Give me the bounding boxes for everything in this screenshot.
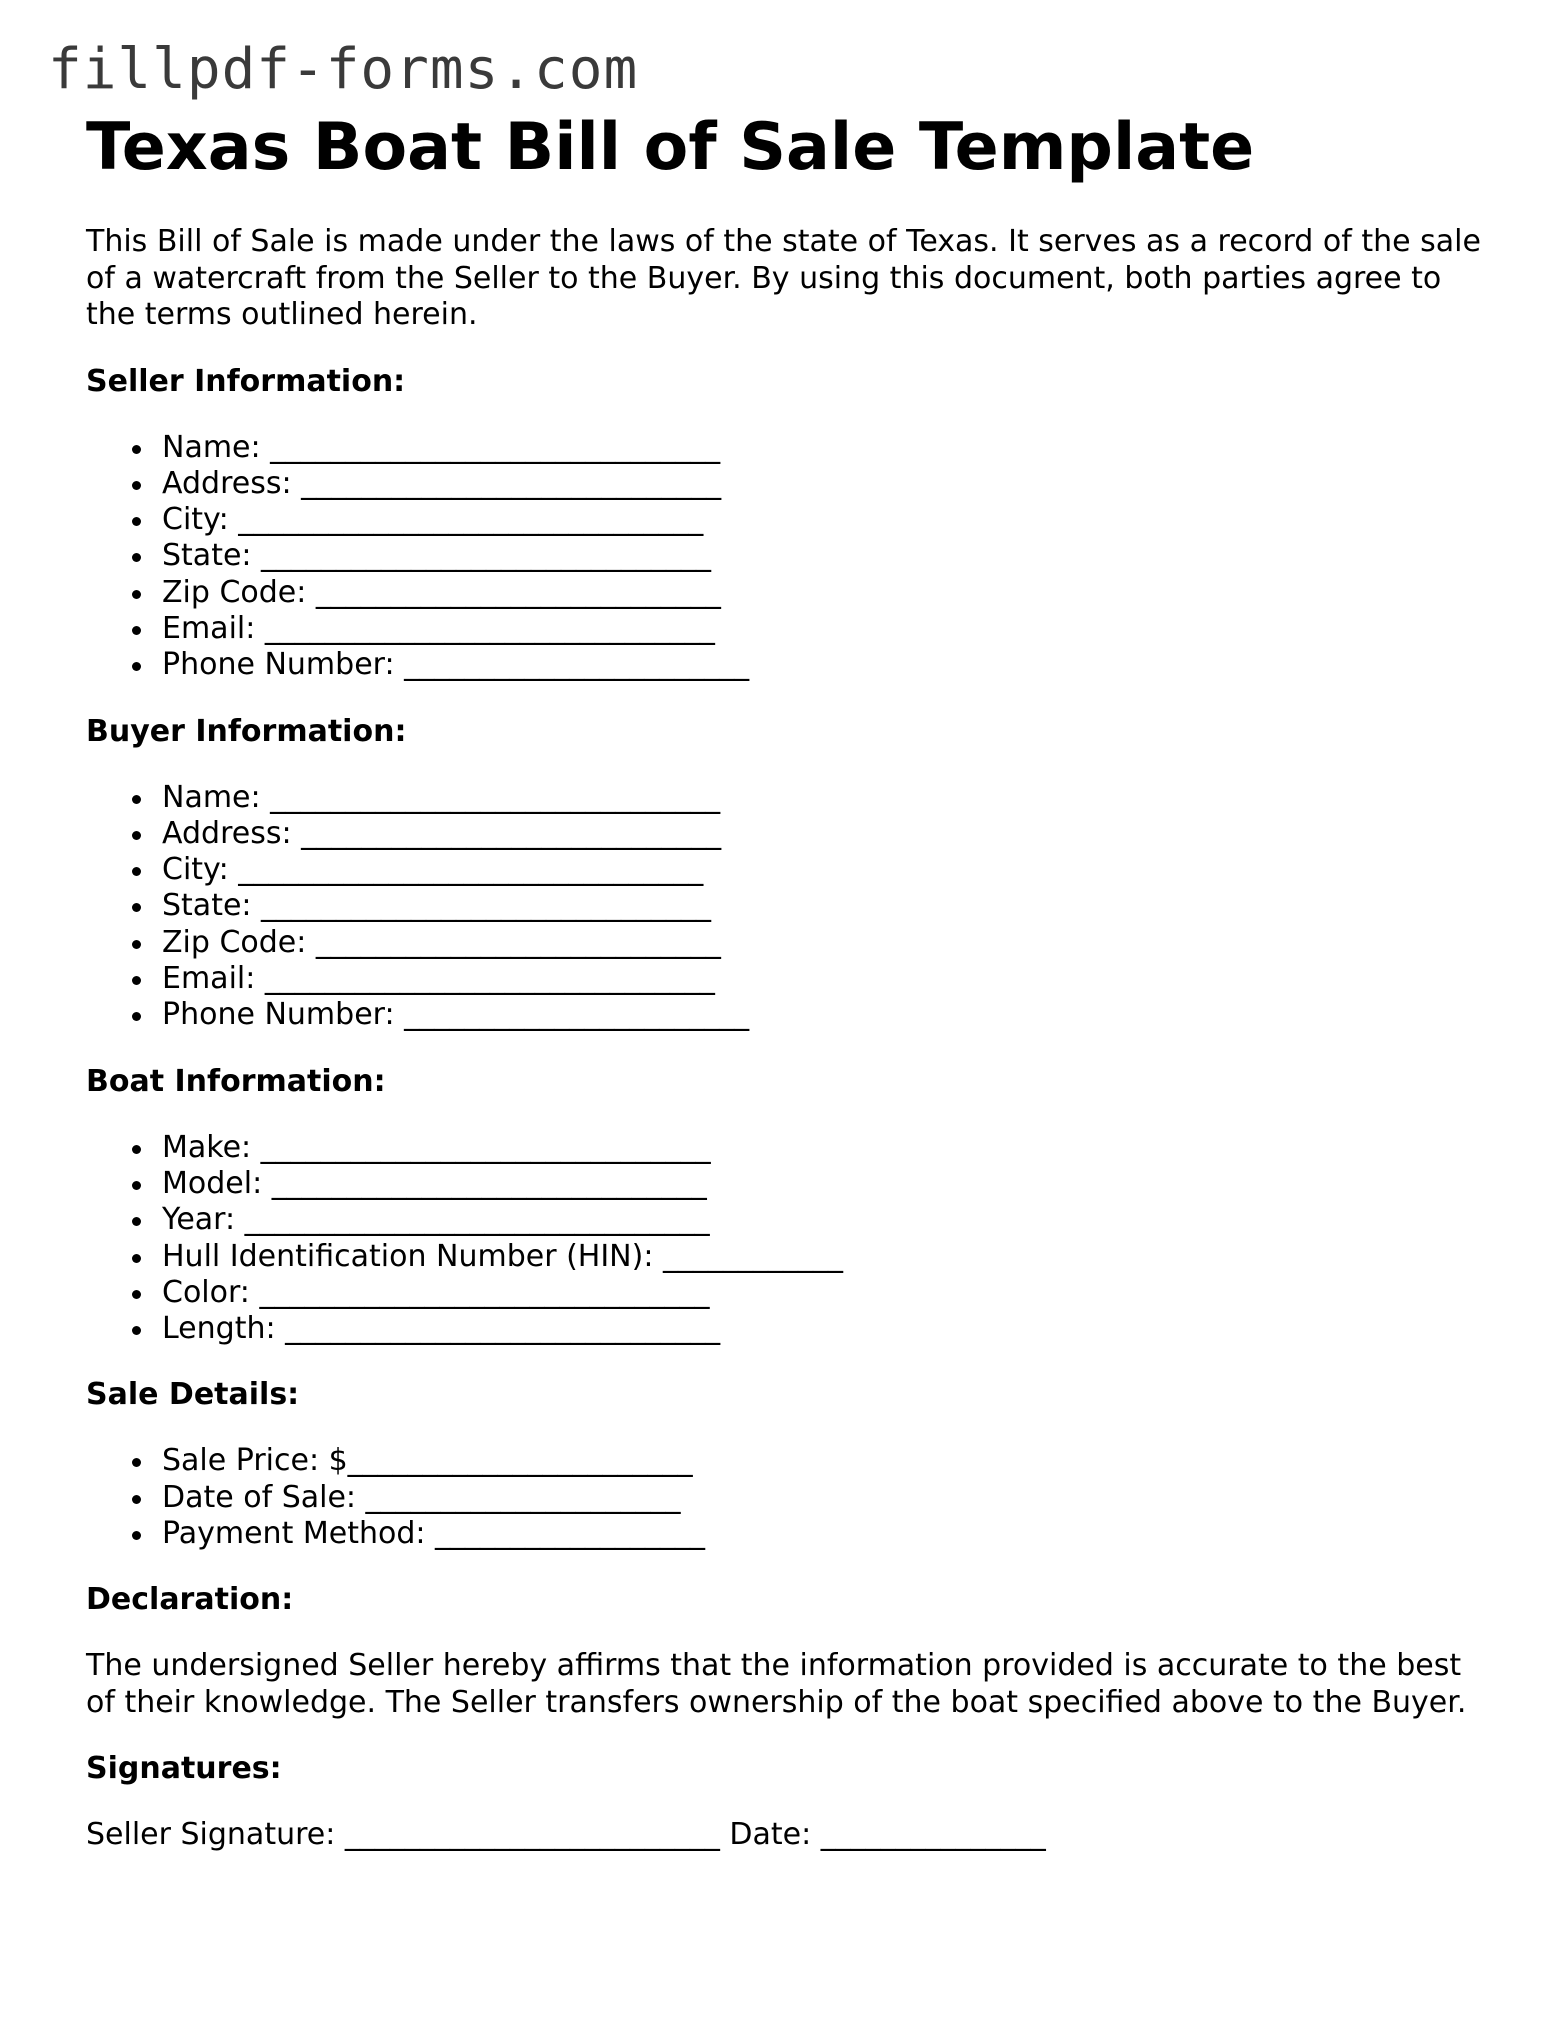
- seller-zip-field[interactable]: Zip Code: ___________________________: [162, 575, 1486, 611]
- buyer-city-field[interactable]: City: _______________________________: [162, 852, 1486, 888]
- payment-method-field[interactable]: Payment Method: __________________: [162, 1516, 1486, 1552]
- sale-heading: Sale Details:: [86, 1377, 300, 1413]
- seller-name-field[interactable]: Name: ______________________________: [162, 430, 1486, 466]
- watermark: fillpdf-forms.com: [48, 37, 639, 102]
- boat-color-field[interactable]: Color: ______________________________: [162, 1275, 1486, 1311]
- declaration-text: The undersigned Seller hereby affirms that the information provided is accurate to the best of their knowledge. The Seller transfers ownership of the boat specified above to the Buyer.: [86, 1648, 1467, 1720]
- buyer-state-field[interactable]: State: ______________________________: [162, 888, 1486, 924]
- seller-state-field[interactable]: State: ______________________________: [162, 538, 1486, 574]
- seller-city-field[interactable]: City: _______________________________: [162, 502, 1486, 538]
- boat-model-field[interactable]: Model: _____________________________: [162, 1166, 1486, 1202]
- boat-year-field[interactable]: Year: _______________________________: [162, 1202, 1486, 1238]
- document-title: Texas Boat Bill of Sale Template: [86, 110, 1255, 185]
- seller-signature-line[interactable]: Seller Signature: _________________________ Date: _______________: [86, 1817, 1046, 1853]
- seller-field-list: [86, 430, 1486, 684]
- buyer-heading: Buyer Information:: [86, 713, 407, 749]
- buyer-field-list: [86, 780, 1486, 1034]
- signatures-heading: Signatures:: [86, 1751, 282, 1787]
- sale-field-list: [86, 1443, 1486, 1552]
- buyer-zip-field[interactable]: Zip Code: ___________________________: [162, 925, 1486, 961]
- buyer-phone-field[interactable]: Phone Number: _______________________: [162, 997, 1486, 1033]
- boat-field-list: [86, 1130, 1486, 1348]
- boat-hin-field[interactable]: Hull Identification Number (HIN): ____________: [162, 1239, 1486, 1275]
- document-page: [86, 112, 1486, 1853]
- boat-heading: Boat Information:: [86, 1063, 386, 1099]
- boat-make-field[interactable]: Make: ______________________________: [162, 1130, 1486, 1166]
- seller-heading: Seller Information:: [86, 363, 406, 399]
- intro-paragraph: This Bill of Sale is made under the laws of the state of Texas. It serves as a record of the sale of a watercraft from the Seller to the Buyer. By using this document, both parties agree to the terms outlined herein.: [86, 224, 1481, 332]
- seller-phone-field[interactable]: Phone Number: _______________________: [162, 647, 1486, 683]
- declaration-heading: Declaration:: [86, 1582, 294, 1618]
- sale-price-field[interactable]: Sale Price: $_______________________: [162, 1443, 1486, 1479]
- seller-address-field[interactable]: Address: ____________________________: [162, 466, 1486, 502]
- buyer-name-field[interactable]: Name: ______________________________: [162, 780, 1486, 816]
- seller-email-field[interactable]: Email: ______________________________: [162, 611, 1486, 647]
- buyer-email-field[interactable]: Email: ______________________________: [162, 961, 1486, 997]
- buyer-address-field[interactable]: Address: ____________________________: [162, 816, 1486, 852]
- boat-length-field[interactable]: Length: _____________________________: [162, 1311, 1486, 1347]
- sale-date-field[interactable]: Date of Sale: _____________________: [162, 1480, 1486, 1516]
